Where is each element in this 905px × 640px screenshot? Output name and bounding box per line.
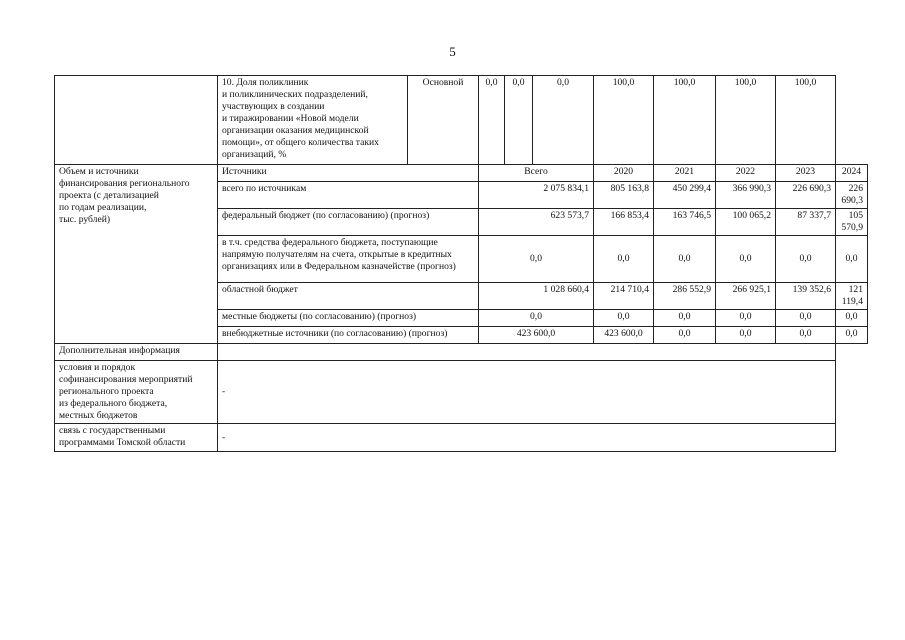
financing-value: 226 690,3	[836, 182, 868, 209]
indicator-blank-cell	[55, 76, 218, 165]
financing-value: 0,0	[479, 236, 594, 283]
programs-label: связь с государственными программами Томской области	[55, 424, 218, 452]
financing-value: 286 552,9	[654, 283, 716, 310]
financing-label: Объем и источники финансирования регионального проекта (с детализацией по годам реализации, тыс. рублей)	[55, 165, 218, 344]
financing-header-sources: Источники	[218, 165, 479, 182]
financing-value: 0,0	[836, 310, 868, 327]
financing-value: 0,0	[654, 310, 716, 327]
financing-source: в т.ч. средства федерального бюджета, поступающие напрямую получателям на счета, открытые в кредитных организациях или в Федеральном казначействе (прогноз)	[218, 236, 479, 283]
financing-value: 423 600,0	[594, 327, 654, 344]
financing-value: 1 028 660,4	[479, 283, 594, 310]
indicator-value: 100,0	[776, 76, 836, 165]
indicator-value: 100,0	[594, 76, 654, 165]
financing-value: 87 337,7	[776, 209, 836, 236]
financing-value: 366 990,3	[716, 182, 776, 209]
programs-value: -	[218, 424, 836, 452]
financing-value: 2 075 834,1	[479, 182, 594, 209]
indicator-value: 0,0	[505, 76, 533, 165]
additional-info-label: Дополнительная информация	[55, 344, 218, 361]
additional-info-blank	[218, 344, 836, 361]
financing-value: 0,0	[776, 310, 836, 327]
financing-value: 0,0	[594, 310, 654, 327]
page-number: 5	[449, 44, 456, 59]
financing-value: 163 746,5	[654, 209, 716, 236]
regional-project-table	[54, 75, 868, 452]
financing-value: 0,0	[836, 327, 868, 344]
indicator-value: 100,0	[654, 76, 716, 165]
financing-value: 0,0	[716, 327, 776, 344]
financing-header-year: 2024	[836, 165, 868, 182]
indicator-type: Основной	[408, 76, 479, 165]
financing-value: 166 853,4	[594, 209, 654, 236]
financing-value: 805 163,8	[594, 182, 654, 209]
financing-value: 100 065,2	[716, 209, 776, 236]
financing-value: 0,0	[479, 310, 594, 327]
financing-source: областной бюджет	[218, 283, 479, 310]
financing-header-year: 2020	[594, 165, 654, 182]
financing-value: 0,0	[594, 236, 654, 283]
financing-value: 0,0	[776, 236, 836, 283]
financing-value: 0,0	[654, 327, 716, 344]
financing-value: 105 570,9	[836, 209, 868, 236]
financing-value: 423 600,0	[479, 327, 594, 344]
financing-value: 0,0	[836, 236, 868, 283]
indicator-value: 0,0	[479, 76, 505, 165]
financing-source: всего по источникам	[218, 182, 479, 209]
financing-value: 0,0	[776, 327, 836, 344]
financing-value: 139 352,6	[776, 283, 836, 310]
financing-value: 226 690,3	[776, 182, 836, 209]
financing-header-total: Всего	[479, 165, 594, 182]
financing-header-year: 2023	[776, 165, 836, 182]
indicator-value: 100,0	[716, 76, 776, 165]
cofinancing-row	[55, 361, 868, 424]
indicator-value: 0,0	[533, 76, 594, 165]
financing-header-row	[55, 165, 868, 182]
financing-source: местные бюджеты (по согласованию) (прогноз)	[218, 310, 479, 327]
financing-value: 450 299,4	[654, 182, 716, 209]
cofinancing-value: -	[218, 361, 836, 424]
financing-value: 0,0	[716, 236, 776, 283]
financing-value: 623 573,7	[479, 209, 594, 236]
cofinancing-label: условия и порядок софинансирования мероприятий регионального проекта из федерального бюджета, местных бюджетов	[55, 361, 218, 424]
financing-header-year: 2021	[654, 165, 716, 182]
financing-value: 0,0	[716, 310, 776, 327]
financing-value: 121 119,4	[836, 283, 868, 310]
indicator-row	[55, 76, 868, 165]
financing-header-year: 2022	[716, 165, 776, 182]
financing-value: 214 710,4	[594, 283, 654, 310]
programs-row	[55, 424, 868, 452]
financing-source: федеральный бюджет (по согласованию) (прогноз)	[218, 209, 479, 236]
financing-source: внебюджетные источники (по согласованию) (прогноз)	[218, 327, 479, 344]
financing-value: 266 925,1	[716, 283, 776, 310]
indicator-name: 10. Доля поликлиник и поликлинических подразделений, участвующих в создании и тиражировании «Новой модели организации оказания медицинской помощи», от общего количества таких организаций, %	[218, 76, 408, 165]
additional-info-row	[55, 344, 868, 361]
financing-value: 0,0	[654, 236, 716, 283]
